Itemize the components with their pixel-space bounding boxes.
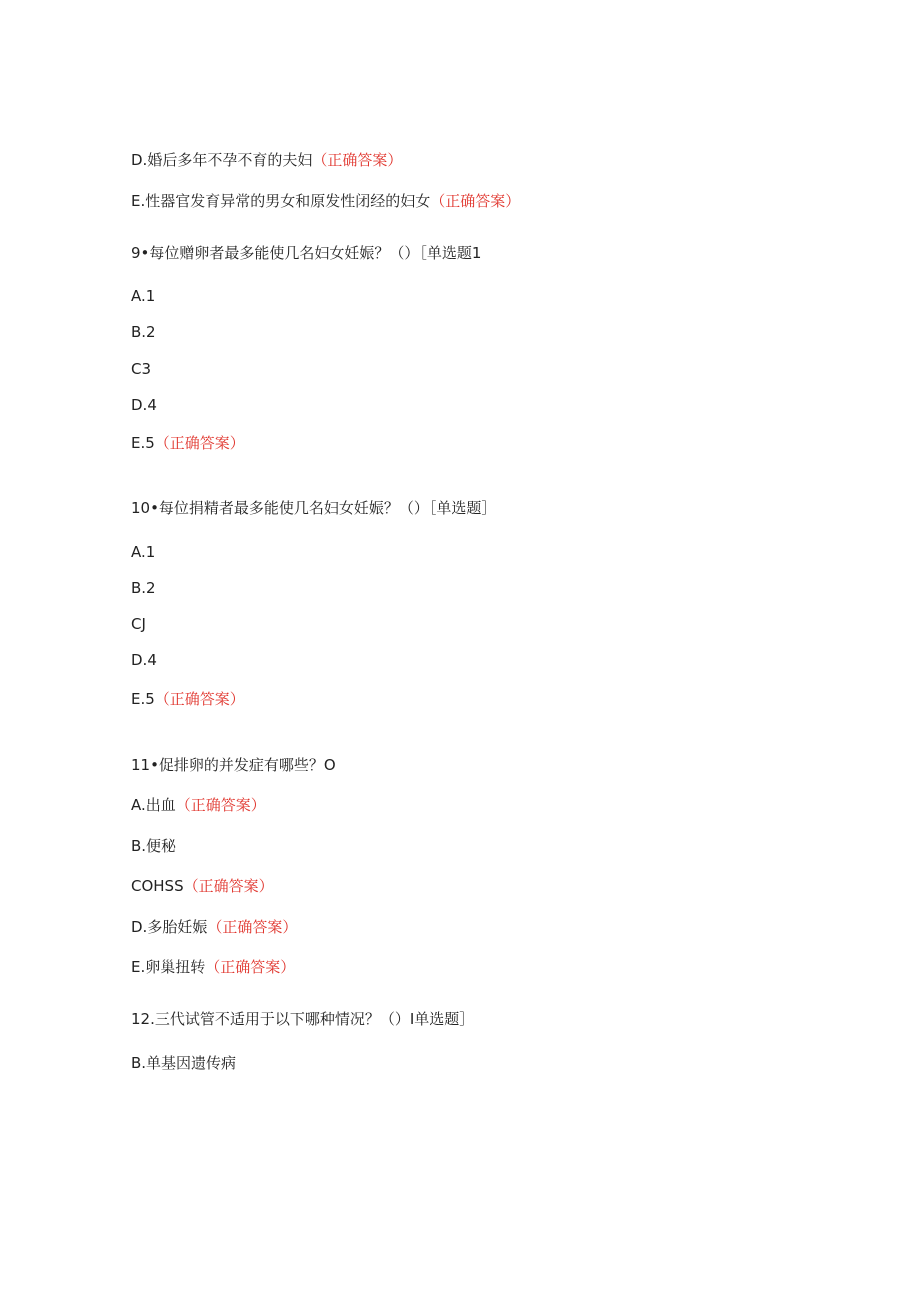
question-line — [131, 755, 336, 775]
correct-answer-mark: （正确答案） — [205, 958, 296, 976]
option-line — [131, 689, 245, 709]
option-line — [131, 957, 295, 977]
option-text: B.便秘 — [131, 837, 177, 855]
question-text: 11•促排卵的并发症有哪些？O — [131, 756, 336, 774]
option-line — [131, 286, 155, 306]
option-line — [131, 542, 155, 562]
question-text: 12.三代试管不适用于以下哪种情况？（）I单选题］ — [131, 1010, 475, 1028]
correct-answer-mark: （正确答案） — [312, 151, 403, 169]
option-text: E.5 — [131, 690, 155, 708]
option-line — [131, 917, 297, 937]
correct-answer-mark: （正确答案） — [207, 918, 298, 936]
option-line — [131, 433, 245, 453]
option-line — [131, 876, 274, 896]
option-text: D.4 — [131, 651, 157, 669]
option-text: D.婚后多年不孕不育的夫妇 — [131, 151, 313, 169]
correct-answer-mark: （正确答案） — [430, 192, 521, 210]
option-text: B.2 — [131, 323, 156, 341]
correct-answer-mark: （正确答案） — [175, 796, 266, 814]
option-line — [131, 191, 520, 211]
question-line — [131, 1009, 474, 1029]
option-line — [131, 1053, 236, 1073]
option-line — [131, 150, 402, 170]
option-text: COHSS — [131, 877, 184, 895]
option-text: E.5 — [131, 434, 155, 452]
option-line — [131, 614, 146, 634]
option-text: A.1 — [131, 287, 156, 305]
option-line — [131, 578, 156, 598]
option-text: C3 — [131, 360, 152, 378]
question-line — [131, 243, 481, 263]
option-line — [131, 795, 266, 815]
option-text: B.2 — [131, 579, 156, 597]
option-text: D.多胎妊娠 — [131, 918, 208, 936]
option-line — [131, 395, 157, 415]
correct-answer-mark: （正确答案） — [154, 434, 245, 452]
option-text: E.性器官发育异常的男女和原发性闭经的妇女 — [131, 192, 431, 210]
option-text: A.1 — [131, 543, 156, 561]
option-text: B.单基因遗传病 — [131, 1054, 237, 1072]
option-line — [131, 836, 176, 856]
option-text: A.出血 — [131, 796, 176, 814]
option-text: CJ — [131, 615, 146, 633]
correct-answer-mark: （正确答案） — [154, 690, 245, 708]
option-line — [131, 322, 156, 342]
option-line — [131, 359, 151, 379]
question-text: 9•每位赠卵者最多能使几名妇女妊娠？（）［单选题1 — [131, 244, 482, 262]
option-text: E.卵巢扭转 — [131, 958, 206, 976]
question-text: 10•每位捐精者最多能使几名妇女妊娠？（）［单选题］ — [131, 499, 497, 517]
question-line — [131, 498, 496, 518]
correct-answer-mark: （正确答案） — [183, 877, 274, 895]
option-text: D.4 — [131, 396, 157, 414]
option-line — [131, 650, 157, 670]
